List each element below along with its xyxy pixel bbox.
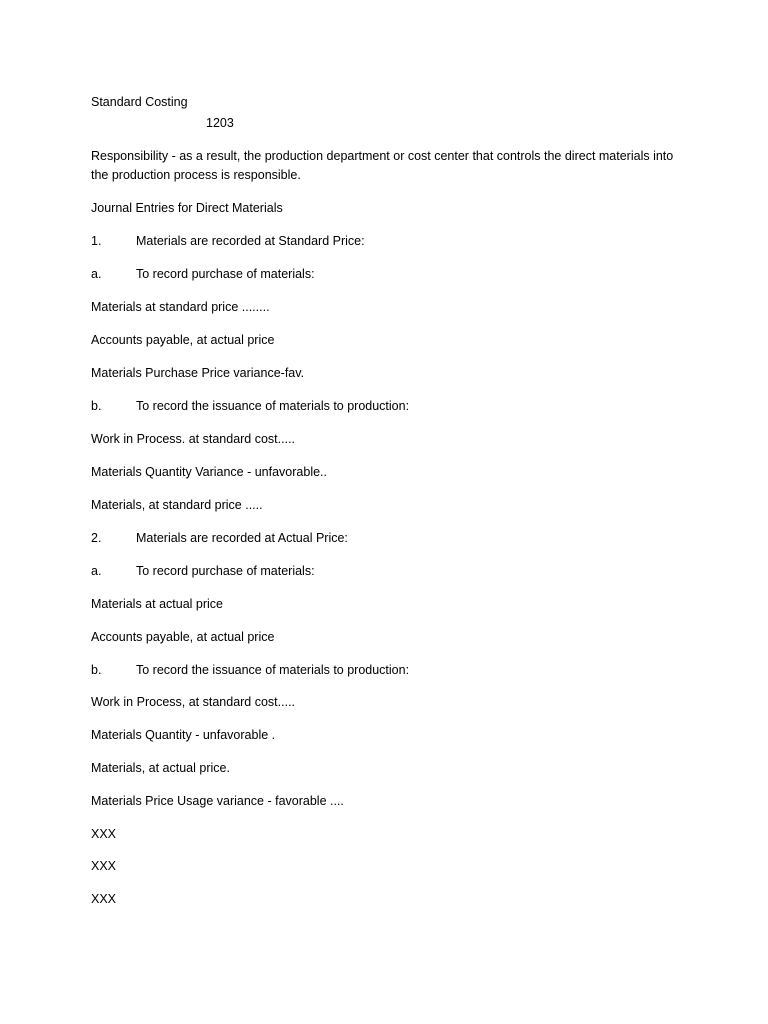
section-2a-heading: To record purchase of materials: [136, 564, 315, 578]
journal-entry: Materials at standard price ........ [91, 300, 270, 314]
document-title: Standard Costing [91, 95, 188, 109]
section-1-heading: Materials are recorded at Standard Price: [136, 234, 365, 248]
section-1a-heading: To record purchase of materials: [136, 267, 315, 281]
journal-entry: Materials Purchase Price variance-fav. [91, 366, 305, 380]
page-number: 1203 [206, 116, 234, 130]
section-2a-letter: a. [91, 564, 102, 578]
section-2-number: 2. [91, 531, 102, 545]
section-1a-letter: a. [91, 267, 102, 281]
section-2b-heading: To record the issuance of materials to production: [136, 663, 410, 677]
amount-placeholder: XXX [91, 859, 117, 873]
responsibility-paragraph: Responsibility - as a result, the production department or cost center that controls the direct materials into the production process is responsible. [91, 149, 674, 182]
section-1b-heading: To record the issuance of materials to production: [136, 399, 410, 413]
journal-entry: Materials, at actual price. [91, 761, 230, 775]
section-1b-letter: b. [91, 399, 102, 413]
journal-heading: Journal Entries for Direct Materials [91, 201, 283, 215]
section-1-number: 1. [91, 234, 102, 248]
journal-entry: Materials, at standard price ..... [91, 498, 263, 512]
amount-placeholder: XXX [91, 827, 117, 841]
journal-entry: Accounts payable, at actual price [91, 333, 275, 347]
journal-entry: Materials Price Usage variance - favorable .... [91, 794, 344, 808]
journal-entry: Work in Process. at standard cost..... [91, 432, 296, 446]
journal-entry: Materials Quantity Variance - unfavorable.. [91, 465, 327, 479]
journal-entry: Materials Quantity - unfavorable . [91, 728, 276, 742]
journal-entry: Work in Process, at standard cost..... [91, 695, 296, 709]
section-2-heading: Materials are recorded at Actual Price: [136, 531, 348, 545]
journal-entry: Materials at actual price [91, 597, 224, 611]
amount-placeholder: XXX [91, 892, 117, 906]
section-2b-letter: b. [91, 663, 102, 677]
journal-entry: Accounts payable, at actual price [91, 630, 275, 644]
